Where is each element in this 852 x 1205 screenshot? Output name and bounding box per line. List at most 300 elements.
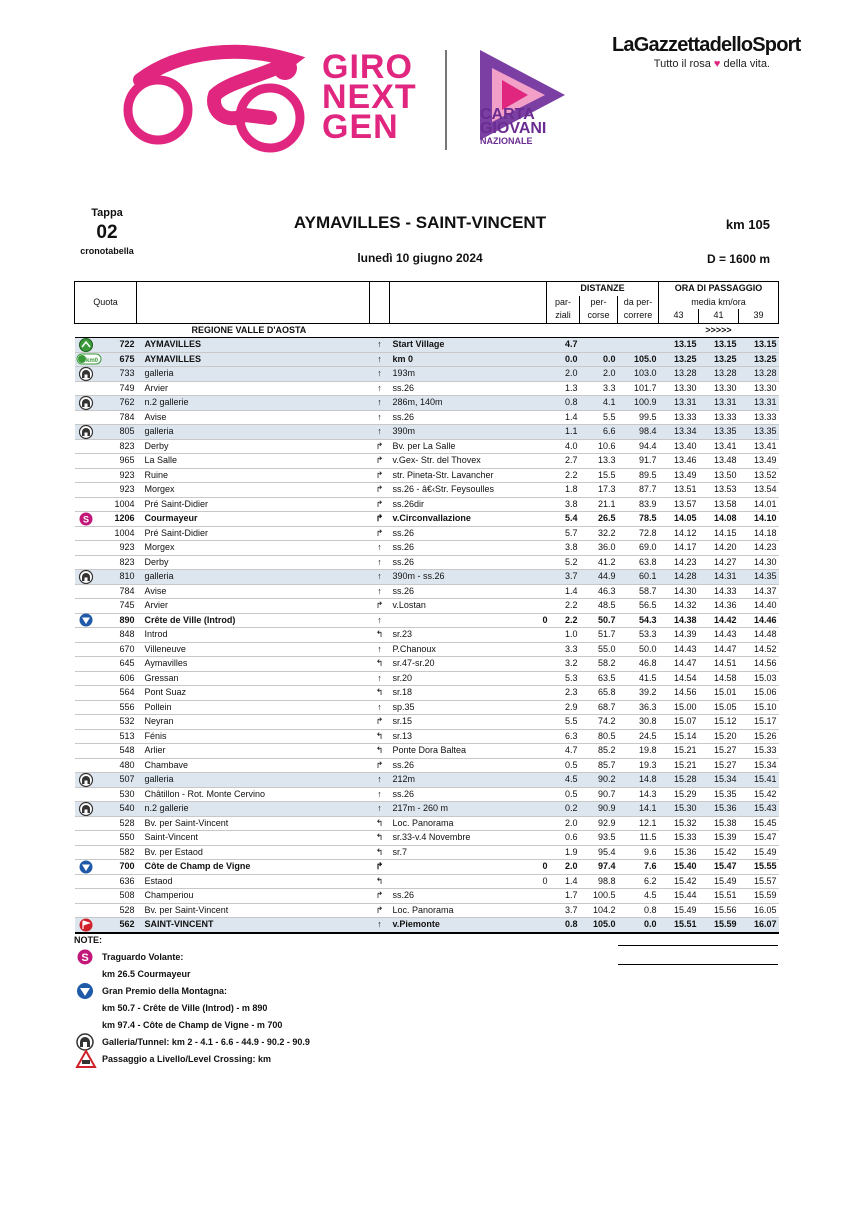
quota-cell: 530 bbox=[119, 788, 135, 799]
gpm-entry-2: km 97.4 - Côte de Champ de Vigne - m 700 bbox=[102, 1020, 283, 1030]
time-43-cell: 15.42 bbox=[674, 875, 697, 886]
table-row bbox=[75, 860, 779, 875]
time-43-cell: 13.31 bbox=[659, 396, 699, 411]
direction-cell: ↑ bbox=[370, 338, 390, 353]
location-cell: Crête de Ville (Introd) bbox=[144, 614, 236, 625]
remaining-km-cell: 103.0 bbox=[618, 367, 659, 382]
time-39-cell: 15.47 bbox=[754, 832, 777, 843]
direction-cell: ↱ bbox=[375, 716, 384, 727]
remaining-km-cell: 100.9 bbox=[618, 396, 659, 411]
quota-cell: 548 bbox=[119, 745, 135, 756]
time-43-cell: 15.30 bbox=[659, 802, 699, 817]
partial-km-cell: 1.4 bbox=[564, 875, 578, 886]
quota-cell: 784 bbox=[119, 411, 135, 422]
table-row bbox=[75, 381, 779, 396]
notes-title: NOTE: bbox=[74, 935, 102, 945]
time-43-cell: 15.32 bbox=[674, 817, 697, 828]
location-cell: Côte de Champ de Vigne bbox=[144, 861, 251, 872]
location-cell: La Salle bbox=[144, 455, 178, 466]
time-43-cell: 15.21 bbox=[674, 759, 697, 770]
covered-km-cell: 74.2 bbox=[597, 716, 616, 727]
time-43-cell: 14.23 bbox=[674, 556, 697, 567]
covered-km-cell: 2.0 bbox=[580, 367, 618, 382]
time-39-cell: 15.43 bbox=[739, 802, 779, 817]
partial-km-cell: 1.7 bbox=[564, 890, 578, 901]
quota-cell: 564 bbox=[119, 687, 135, 698]
partial-km-cell: 2.0 bbox=[564, 861, 578, 872]
road-note-cell: v.Circonvallazione bbox=[392, 513, 471, 524]
road-note-cell: sr.18 bbox=[392, 687, 413, 698]
remaining-km-cell: 19.3 bbox=[639, 759, 657, 770]
covered-km-cell: 10.6 bbox=[597, 440, 616, 451]
remaining-km-cell: 58.7 bbox=[639, 585, 657, 596]
tunnel-icon bbox=[76, 396, 96, 415]
time-43-cell: 15.07 bbox=[674, 716, 697, 727]
per-header: per- bbox=[580, 296, 618, 310]
partial-km-cell: 2.0 bbox=[564, 817, 578, 828]
quota-cell: 890 bbox=[119, 614, 135, 625]
direction-cell: ↑ bbox=[370, 352, 390, 367]
corse-header: corse bbox=[580, 309, 618, 323]
tunnel-icon bbox=[76, 802, 96, 821]
tunnel-icon bbox=[76, 425, 96, 444]
covered-km-cell: 32.2 bbox=[597, 527, 616, 538]
region-arrows: >>>>> bbox=[659, 323, 779, 338]
table-row bbox=[75, 410, 779, 425]
direction-cell: ↑ bbox=[370, 425, 390, 440]
time-41-cell: 15.12 bbox=[714, 716, 737, 727]
time-41-cell: 13.15 bbox=[699, 338, 739, 353]
direction-cell: ↰ bbox=[375, 846, 384, 857]
time-39-cell: 14.48 bbox=[754, 629, 777, 640]
road-note-cell: sr.7 bbox=[392, 846, 408, 857]
time-41-cell: 13.53 bbox=[714, 484, 737, 495]
partial-km-cell: 1.8 bbox=[564, 484, 578, 495]
direction-cell: ↱ bbox=[375, 890, 384, 901]
location-cell: Bv. per Estaod bbox=[144, 846, 203, 857]
time-39-cell: 13.25 bbox=[739, 352, 779, 367]
time-39-cell: 14.46 bbox=[754, 614, 777, 625]
direction-cell: ↑ bbox=[370, 802, 390, 817]
remaining-km-cell: 50.0 bbox=[639, 643, 657, 654]
direction-cell: ↱ bbox=[375, 759, 384, 770]
covered-km-cell: 5.5 bbox=[602, 411, 616, 422]
time-39-cell: 15.42 bbox=[754, 788, 777, 799]
gpm-mark-cell: 0 bbox=[542, 875, 548, 886]
giovani-text: GIOVANI bbox=[480, 120, 547, 137]
remaining-km-cell: 4.5 bbox=[644, 890, 657, 901]
gpm-icon bbox=[76, 613, 96, 632]
time-43-cell: 14.54 bbox=[674, 672, 697, 683]
quota-cell: 1004 bbox=[114, 498, 135, 509]
cronotabella-table bbox=[74, 281, 779, 934]
location-cell: Ruine bbox=[144, 469, 169, 480]
remaining-km-cell: 78.5 bbox=[639, 513, 657, 524]
road-note-cell: Loc. Panorama bbox=[392, 817, 454, 828]
time-39-cell: 15.57 bbox=[754, 875, 777, 886]
stage-km: km 105 bbox=[725, 217, 770, 232]
direction-cell: ↱ bbox=[375, 498, 384, 509]
time-43-cell: 15.29 bbox=[674, 788, 697, 799]
time-39-cell: 13.33 bbox=[754, 411, 777, 422]
covered-km-cell: 90.2 bbox=[580, 773, 618, 788]
time-43-cell: 13.15 bbox=[659, 338, 699, 353]
partial-km-cell: 1.0 bbox=[564, 629, 578, 640]
partial-km-cell: 5.4 bbox=[564, 513, 578, 524]
direction-cell: ↑ bbox=[377, 542, 382, 553]
time-39-cell: 15.34 bbox=[754, 759, 777, 770]
covered-km-cell: 36.0 bbox=[597, 542, 616, 553]
direction-cell: ↱ bbox=[375, 600, 384, 611]
quota-cell: 507 bbox=[75, 773, 137, 788]
quota-cell: 670 bbox=[119, 643, 135, 654]
covered-km-cell: 17.3 bbox=[597, 484, 616, 495]
ora-header: ORA DI PASSAGGIO bbox=[659, 282, 779, 296]
covered-km-cell bbox=[580, 338, 618, 353]
direction-cell: ↰ bbox=[375, 730, 384, 741]
road-note-cell: str. Pineta-Str. Lavancher bbox=[392, 469, 494, 480]
table-row bbox=[75, 715, 779, 730]
table-row bbox=[75, 773, 779, 788]
location-cell: SAINT-VINCENT bbox=[137, 918, 370, 933]
covered-km-cell: 90.7 bbox=[597, 788, 616, 799]
time-41-cell: 14.20 bbox=[714, 542, 737, 553]
covered-km-cell: 4.1 bbox=[580, 396, 618, 411]
covered-km-cell: 92.9 bbox=[597, 817, 616, 828]
time-39-cell: 14.01 bbox=[754, 498, 777, 509]
direction-cell: ↑ bbox=[377, 672, 382, 683]
quota-cell: 562 bbox=[75, 918, 137, 933]
quota-cell: 923 bbox=[119, 542, 135, 553]
quota-cell: 805 bbox=[75, 425, 137, 440]
time-41-cell: 14.51 bbox=[714, 658, 737, 669]
sign-line-1 bbox=[618, 945, 778, 946]
remaining-km-cell: 54.3 bbox=[639, 614, 657, 625]
time-39-cell: 14.10 bbox=[754, 513, 777, 524]
quota-cell: 513 bbox=[119, 730, 135, 741]
quota-cell: 923 bbox=[119, 469, 135, 480]
covered-km-cell: 97.4 bbox=[597, 861, 616, 872]
table-row bbox=[75, 816, 779, 831]
road-note-cell: ss.26 bbox=[392, 542, 415, 553]
table-row bbox=[75, 642, 779, 657]
time-43-cell: 15.40 bbox=[674, 861, 697, 872]
time-43-cell: 13.25 bbox=[659, 352, 699, 367]
time-43-cell: 14.32 bbox=[674, 600, 697, 611]
remaining-km-cell: 19.8 bbox=[639, 745, 657, 756]
remaining-km-cell: 11.5 bbox=[639, 832, 657, 843]
road-note-cell: 217m - 260 m bbox=[390, 802, 541, 817]
gen-text: GEN bbox=[322, 108, 399, 146]
time-41-cell: 13.48 bbox=[714, 455, 737, 466]
quota-cell: 582 bbox=[119, 846, 135, 857]
table-row bbox=[75, 831, 779, 846]
time-39-cell: 15.17 bbox=[754, 716, 777, 727]
time-41-cell: 14.27 bbox=[714, 556, 737, 567]
road-note-cell: 193m bbox=[390, 367, 541, 382]
tappa-number: 02 bbox=[96, 222, 118, 243]
gazzetta-name: LaGazzettadelloSport bbox=[612, 34, 801, 56]
gpm-legend-icon bbox=[76, 982, 94, 1005]
table-row bbox=[75, 874, 779, 889]
direction-cell: ↱ bbox=[375, 455, 384, 466]
table-row bbox=[75, 468, 779, 483]
time-43-cell: 14.12 bbox=[674, 527, 697, 538]
time-39-cell: 16.05 bbox=[754, 904, 777, 915]
time-43-cell: 13.30 bbox=[674, 382, 697, 393]
svg-text:S: S bbox=[81, 952, 89, 964]
table-row bbox=[75, 584, 779, 599]
stage-date: lunedì 10 giugno 2024 bbox=[357, 251, 483, 265]
location-cell: Derby bbox=[144, 440, 169, 451]
quota-cell: 733 bbox=[75, 367, 137, 382]
time-41-cell: 15.59 bbox=[699, 918, 739, 933]
road-note-cell: 212m bbox=[390, 773, 541, 788]
direction-cell: ↰ bbox=[375, 817, 384, 828]
speed-41-header: 41 bbox=[699, 309, 739, 323]
direction-cell: ↰ bbox=[375, 629, 384, 640]
direction-cell: ↑ bbox=[377, 701, 382, 712]
partial-km-cell: 3.8 bbox=[564, 498, 578, 509]
time-39-cell: 14.18 bbox=[754, 527, 777, 538]
partial-km-cell: 1.4 bbox=[564, 411, 578, 422]
location-cell: Avise bbox=[144, 411, 167, 422]
covered-km-cell: 63.5 bbox=[597, 672, 616, 683]
remaining-km-cell: 12.1 bbox=[639, 817, 657, 828]
time-41-cell: 15.36 bbox=[699, 802, 739, 817]
time-41-cell: 13.31 bbox=[699, 396, 739, 411]
table-row bbox=[75, 729, 779, 744]
gazzetta-tag-a: Tutto il rosa bbox=[653, 58, 711, 70]
time-39-cell: 15.59 bbox=[754, 890, 777, 901]
location-cell: AYMAVILLES bbox=[137, 338, 370, 353]
covered-km-cell: 55.0 bbox=[597, 643, 616, 654]
remaining-km-cell: 72.8 bbox=[639, 527, 657, 538]
remaining-km-cell: 7.6 bbox=[644, 861, 657, 872]
time-43-cell: 14.47 bbox=[674, 658, 697, 669]
direction-cell: ↱ bbox=[375, 527, 384, 538]
location-cell: Arvier bbox=[144, 600, 169, 611]
time-39-cell: 15.10 bbox=[754, 701, 777, 712]
covered-km-cell: 68.7 bbox=[597, 701, 616, 712]
quota-cell: 556 bbox=[119, 701, 135, 712]
location-cell: Avise bbox=[144, 585, 167, 596]
partial-km-cell: 3.3 bbox=[564, 643, 578, 654]
gpm-label: Gran Premio della Montagna: bbox=[102, 986, 228, 996]
gazzetta-heart-icon: ♥ bbox=[713, 58, 721, 70]
road-note-cell bbox=[390, 860, 541, 875]
remaining-km-cell: 0.0 bbox=[618, 918, 659, 933]
road-note-cell: ss.26 bbox=[392, 556, 415, 567]
time-39-cell: 15.45 bbox=[754, 817, 777, 828]
time-39-cell: 13.30 bbox=[754, 382, 777, 393]
time-43-cell: 13.33 bbox=[674, 411, 697, 422]
road-note-cell: Start Village bbox=[390, 338, 541, 353]
time-41-cell: 15.42 bbox=[714, 846, 737, 857]
time-41-cell: 15.38 bbox=[714, 817, 737, 828]
partial-km-cell: 0.8 bbox=[547, 918, 580, 933]
time-41-cell: 15.01 bbox=[714, 687, 737, 698]
table-row bbox=[75, 700, 779, 715]
remaining-km-cell: 14.3 bbox=[639, 788, 657, 799]
direction-cell: ↑ bbox=[377, 614, 382, 625]
time-43-cell: 14.28 bbox=[659, 570, 699, 585]
sprint-legend-icon bbox=[76, 948, 94, 971]
time-43-cell: 13.34 bbox=[659, 425, 699, 440]
remaining-km-cell: 105.0 bbox=[618, 352, 659, 367]
location-cell: Bv. per Saint-Vincent bbox=[144, 817, 229, 828]
covered-km-cell: 46.3 bbox=[597, 585, 616, 596]
covered-km-cell: 90.9 bbox=[580, 802, 618, 817]
location-cell: Gressan bbox=[144, 672, 179, 683]
covered-km-cell: 93.5 bbox=[597, 832, 616, 843]
time-43-cell: 14.43 bbox=[674, 643, 697, 654]
time-43-cell: 14.39 bbox=[674, 629, 697, 640]
gpm-entry-1: km 50.7 - Crête de Ville (Introd) - m 890 bbox=[102, 1003, 268, 1013]
tunnel-icon bbox=[76, 570, 96, 589]
time-43-cell: 14.17 bbox=[674, 542, 697, 553]
time-41-cell: 13.25 bbox=[699, 352, 739, 367]
location-cell: Pont Suaz bbox=[144, 687, 187, 698]
time-39-cell: 14.37 bbox=[754, 585, 777, 596]
remaining-km-cell: 83.9 bbox=[639, 498, 657, 509]
location-cell: Estaod bbox=[144, 875, 173, 886]
road-note-cell: sr.23 bbox=[392, 629, 413, 640]
time-41-cell: 14.08 bbox=[714, 513, 737, 524]
table-row bbox=[75, 367, 779, 382]
quota-cell: 540 bbox=[75, 802, 137, 817]
time-41-cell: 13.50 bbox=[714, 469, 737, 480]
covered-km-cell: 80.5 bbox=[597, 730, 616, 741]
remaining-km-cell: 14.8 bbox=[618, 773, 659, 788]
remaining-km-cell: 89.5 bbox=[639, 469, 657, 480]
road-note-cell: ss.26 bbox=[392, 585, 415, 596]
partial-km-cell: 2.9 bbox=[564, 701, 578, 712]
location-cell: Morgex bbox=[144, 542, 175, 553]
quota-cell: 636 bbox=[119, 875, 135, 886]
remaining-km-cell: 46.8 bbox=[639, 658, 657, 669]
quota-cell: 645 bbox=[119, 658, 135, 669]
location-cell: Bv. per Saint-Vincent bbox=[144, 904, 229, 915]
road-note-cell bbox=[390, 874, 541, 889]
distanze-header: DISTANZE bbox=[547, 282, 659, 296]
partial-km-cell: 2.2 bbox=[564, 600, 578, 611]
table-row bbox=[75, 744, 779, 759]
finish-icon bbox=[76, 918, 96, 937]
partial-km-cell: 1.3 bbox=[564, 382, 578, 393]
quota-cell: 762 bbox=[75, 396, 137, 411]
quota-cell: 965 bbox=[119, 455, 135, 466]
time-39-cell: 14.52 bbox=[754, 643, 777, 654]
remaining-km-cell: 24.5 bbox=[639, 730, 657, 741]
tappa-label: Tappa bbox=[91, 207, 123, 219]
covered-km-cell: 0.0 bbox=[580, 352, 618, 367]
location-cell: Arlier bbox=[144, 745, 166, 756]
direction-cell: ↰ bbox=[375, 832, 384, 843]
partial-km-cell: 4.5 bbox=[547, 773, 580, 788]
location-cell: n.2 gallerie bbox=[137, 802, 370, 817]
road-note-cell: 390m - ss.26 bbox=[390, 570, 541, 585]
quota-cell: 606 bbox=[119, 672, 135, 683]
time-41-cell: 15.56 bbox=[714, 904, 737, 915]
road-note-cell: sr.20 bbox=[392, 672, 413, 683]
remaining-km-cell: 94.4 bbox=[639, 440, 657, 451]
road-note-cell: Bv. per La Salle bbox=[392, 440, 456, 451]
covered-km-cell: 3.3 bbox=[602, 382, 616, 393]
direction-cell: ↑ bbox=[377, 382, 382, 393]
location-cell: Aymavilles bbox=[144, 658, 188, 669]
table-row bbox=[75, 439, 779, 454]
remaining-km-cell: 14.1 bbox=[618, 802, 659, 817]
covered-km-cell: 98.8 bbox=[597, 875, 616, 886]
quota-cell: 823 bbox=[119, 440, 135, 451]
time-43-cell: 15.36 bbox=[674, 846, 697, 857]
road-note-cell: v.Piemonte bbox=[390, 918, 541, 933]
road-note-cell: 286m, 140m bbox=[390, 396, 541, 411]
road-note-cell: ss.26 bbox=[392, 411, 415, 422]
table-row bbox=[75, 454, 779, 469]
tv-entry: km 26.5 Courmayeur bbox=[102, 969, 191, 979]
time-41-cell: 13.30 bbox=[714, 382, 737, 393]
road-note-cell: sr.15 bbox=[392, 716, 413, 727]
table-row bbox=[75, 758, 779, 773]
gazzetta-logo bbox=[612, 34, 801, 70]
covered-km-cell: 41.2 bbox=[597, 556, 616, 567]
road-note-cell: v.Gex- Str. del Thovex bbox=[392, 455, 481, 466]
road-note-cell: ss.26 bbox=[392, 890, 415, 901]
direction-cell: ↱ bbox=[375, 861, 384, 872]
quota-cell: 508 bbox=[119, 890, 135, 901]
giro-next-gen-logo bbox=[120, 40, 590, 160]
road-note-cell: sr.33-v.4 Novembre bbox=[392, 832, 471, 843]
table-row bbox=[75, 425, 779, 440]
sign-line-2 bbox=[618, 964, 778, 965]
time-41-cell: 15.47 bbox=[714, 861, 737, 872]
quota-cell: 700 bbox=[119, 861, 135, 872]
partial-km-cell: 2.2 bbox=[564, 469, 578, 480]
direction-cell: ↰ bbox=[375, 658, 384, 669]
road-note-cell: Loc. Panorama bbox=[392, 904, 454, 915]
table-row bbox=[75, 526, 779, 541]
table-row bbox=[75, 671, 779, 686]
road-note-cell: sr.47-sr.20 bbox=[392, 658, 435, 669]
covered-km-cell: 95.4 bbox=[597, 846, 616, 857]
location-cell: Villeneuve bbox=[144, 643, 186, 654]
partial-km-cell: 0.2 bbox=[547, 802, 580, 817]
time-39-cell: 13.54 bbox=[754, 484, 777, 495]
region-name: REGIONE VALLE D'AOSTA bbox=[137, 323, 541, 338]
location-cell: AYMAVILLES bbox=[137, 352, 370, 367]
table-row bbox=[75, 613, 779, 628]
table-row bbox=[75, 889, 779, 904]
quota-cell: 1004 bbox=[114, 527, 135, 538]
partial-km-cell: 4.7 bbox=[564, 745, 578, 756]
remaining-km-cell: 60.1 bbox=[618, 570, 659, 585]
time-41-cell: 14.43 bbox=[714, 629, 737, 640]
time-43-cell: 13.46 bbox=[674, 455, 697, 466]
partial-km-cell: 6.3 bbox=[564, 730, 578, 741]
road-note-cell: 390m bbox=[390, 425, 541, 440]
quota-cell: 532 bbox=[119, 716, 135, 727]
table-row bbox=[75, 845, 779, 860]
time-43-cell: 15.33 bbox=[674, 832, 697, 843]
table-row bbox=[75, 903, 779, 918]
svg-text:km0: km0 bbox=[85, 358, 99, 364]
partial-km-cell: 1.9 bbox=[564, 846, 578, 857]
time-41-cell: 14.58 bbox=[714, 672, 737, 683]
remaining-km-cell bbox=[618, 338, 659, 353]
time-39-cell: 15.33 bbox=[754, 745, 777, 756]
